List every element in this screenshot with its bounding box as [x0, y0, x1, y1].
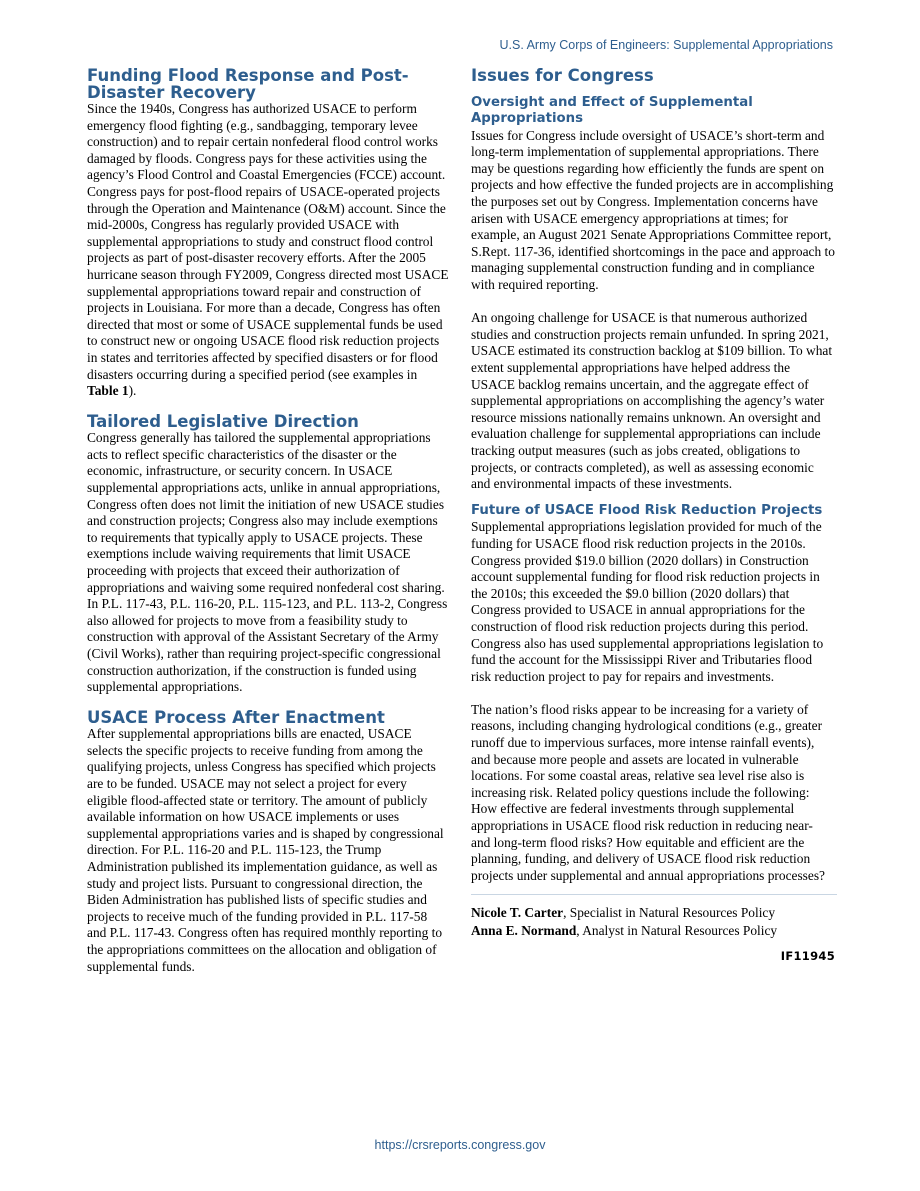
author-line-2	[471, 922, 835, 939]
paragraph-oversight-2: An ongoing challenge for USACE is that numerous authorized studies and construction projects remain unfunded. In spring 2021, USACE estimated its construction backlog at $109 billion. To what extent supplemental appropriations have helped address the USACE backlog remains uncertain, and the aggregate effect of supplemental appropriations on accomplishing the agency’s water resource missions nationally remains unknown. An oversight and evaluation challenge for supplemental appropriations can include tracking output measures (such as jobs created, obligations to projects, or contracts completed), as well as assessing economic and environmental impacts of these investments.	[471, 310, 833, 492]
running-header-title: U.S. Army Corps of Engineers: Supplemental Appropriations	[499, 38, 833, 52]
table-reference: Table 1	[87, 383, 129, 399]
body-text-end: ).	[128, 383, 137, 399]
section-heading-usace-process: USACE Process After Enactment	[87, 707, 385, 727]
right-column	[471, 68, 835, 965]
section-heading-funding-flood-response: Funding Flood Response and Post-Disaster Recovery	[87, 66, 409, 102]
subheading-oversight: Oversight and Effect of Supplemental Appropriations	[471, 94, 753, 127]
section-body-tailored-direction: Congress generally has tailored the supplemental appropriations acts to reflect specific characteristics of the disaster or the economic, infrastructure, or security concern. In USACE supplemental appropriations acts, unlike in annual appropriations, Congress often does not limit the initiation of new USACE studies and construction projects; Congress also may include exemptions to requirements that typically apply to USACE projects. These exemptions include waiving requirements that limit USACE proceeding with projects that exceed their authorization of appropriations and waiving some required nonfederal cost sharing. In P.L. 117-43, P.L. 116-20, P.L. 115-123, and P.L. 113-2, Congress also allowed for projects to move from a feasibility study to construction with approval of the Assistant Secretary of the Army (Civil Works), rather than requiring project-specific congressional construction authorization, if the construction is funded using supplemental appropriations.	[87, 430, 448, 695]
author-name: Nicole T. Carter	[471, 905, 564, 921]
author-line-1	[471, 904, 835, 921]
paragraph-future-1: Supplemental appropriations legislation provided for much of the funding for USACE flood risk reduction projects in the 2010s. Congress provided $19.0 billion (2020 dollars) in Construction account supplemental funding for flood risk reduction projects in the 2010s; this exceeded the $9.0 billion (2020 dollars) that Congress provided to USACE in annual appropriations for the construction of flood risk reduction projects during this period. Congress also has used supplemental appropriations legislation to fund the account for the Mississippi River and Tributaries flood risk reduction project to pay for repairs and investments.	[471, 519, 824, 684]
section-heading-issues-for-congress: Issues for Congress	[471, 66, 654, 85]
paragraph-future-2: The nation’s flood risks appear to be increasing for a variety of reasons, including changing hydrological conditions (e.g., greater runoff due to impervious surfaces, more intense rainfall events), and because more people and assets are located in vulnerable locations. For some coastal areas, relative sea level rise also is increasing risk. Related policy questions include the following: How effective are federal investments through supplemental appropriations in USACE flood risk reduction in reducing near- and long-term flood risks? How equitable and efficient are the planning, funding, and delivery of USACE flood risk reduction projects under supplemental and annual appropriations processes?	[471, 701, 825, 883]
document-number: IF11945	[780, 949, 835, 964]
subheading-future-flood-risk: Future of USACE Flood Risk Reduction Projects	[471, 502, 823, 518]
author-title: , Analyst in Natural Resources Policy	[576, 922, 778, 938]
body-text: Since the 1940s, Congress has authorized USACE to perform emergency flood fighting (e.g., sandbagging, temporary levee construction) and to repair certain nonfederal flood control works damaged by floods. Congress pays for these activities using the agency’s Flood Control and Coastal Emergencies (FCCE) account. Congress pays for post-flood repairs of USACE-operated projects through the Operation and Maintenance (O&M) account. Since the mid-2000s, Congress has regularly provided USACE with supplemental appropriations to study and construct flood control projects as part of post-disaster recovery efforts. After the 2005 hurricane season through FY2009, Congress directed most USACE supplemental appropriations toward repair and construction of projects in Louisiana. For more than a decade, Congress has often directed that most or some of USACE supplemental funds be used to construct new or ongoing USACE flood risk reduction projects in states and territories affected by specified disasters or for flood disasters occurring during a specified period (see examples in	[87, 101, 449, 382]
footer-url-link[interactable]: https://crsreports.congress.gov	[374, 1138, 546, 1152]
section-body-funding-flood-response	[87, 101, 449, 400]
left-column	[87, 68, 449, 975]
author-title: , Specialist in Natural Resources Policy	[563, 905, 776, 921]
author-name: Anna E. Normand	[471, 922, 577, 938]
paragraph-oversight-1: Issues for Congress include oversight of USACE’s short-term and long-term implementation of supplemental appropriations. There may be questions regarding how efficiently the funds are spent on projects and how effective the funded projects are in accomplishing the purposes set out by Congress. Implementation concerns have arisen with USACE emergency appropriations at times; for example, an August 2021 Senate Appropriations Committee report, S.Rept. 117-36, identified shortcomings in the pace and approach to managing supplemental construction funding and in compliance with required reporting.	[471, 127, 835, 293]
author-divider	[471, 894, 837, 895]
section-body-usace-process: After supplemental appropriations bills are enacted, USACE selects the specific projects to receive funding from among the qualifying projects, unless Congress has specified which projects are to be funded. USACE may not select a project for every eligible flood-affected state or territory. The amount of publicly available information on how USACE implements or uses supplemental appropriations varies and is shaped by congressional direction. For P.L. 116-20 and P.L. 115-123, the Trump Administration published its implementation guidance, as well as study and project lists. Pursuant to congressional direction, the Biden Administration has published lists of specific studies and projects to receive much of the funding provided in P.L. 117-58 and P.L. 117-43. Congress often has required monthly reporting to the appropriations committees on the allocation and obligation of supplemental funds.	[87, 726, 444, 974]
section-heading-tailored-direction: Tailored Legislative Direction	[87, 411, 359, 431]
